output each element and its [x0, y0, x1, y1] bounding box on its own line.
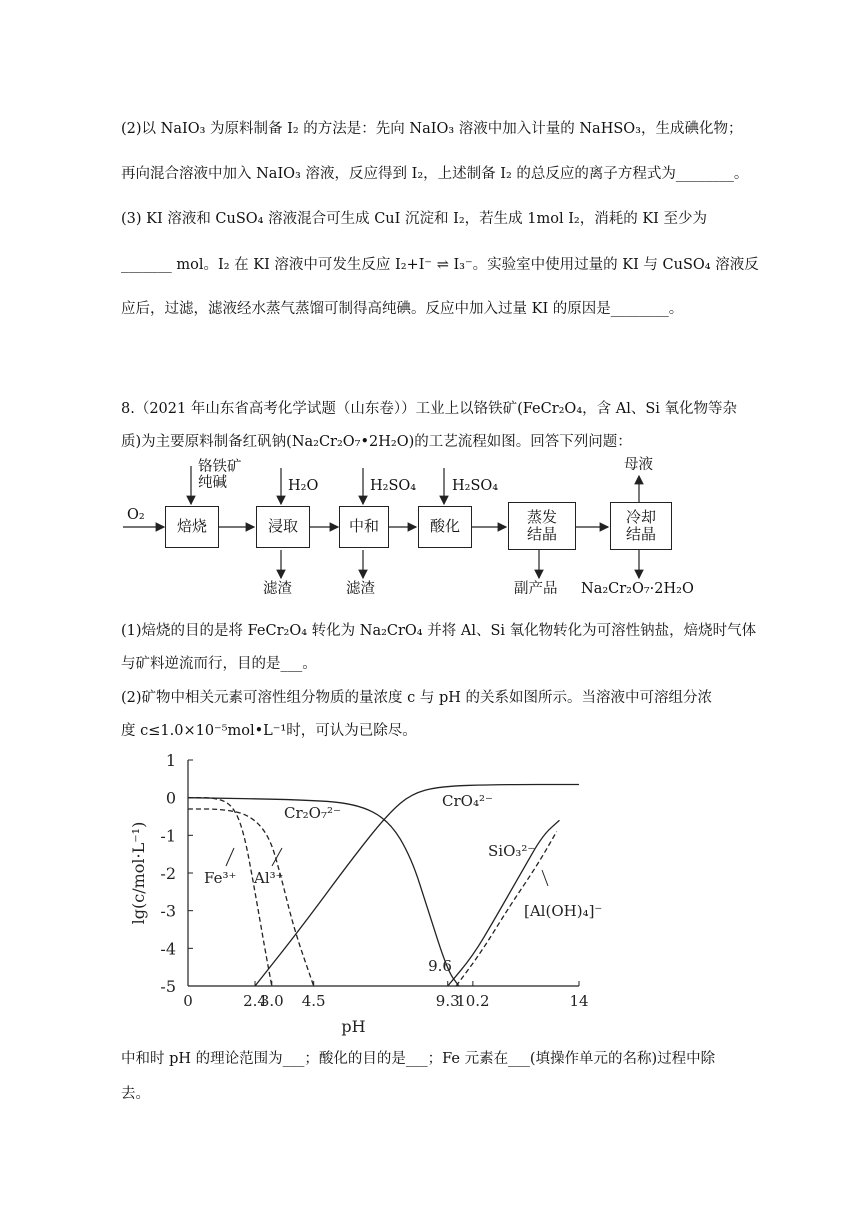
- series-line-2: [188, 798, 459, 986]
- x-tick-label: 9.3: [435, 992, 460, 1010]
- y-tick-label: -4: [160, 939, 176, 959]
- step-neutralize: 中和: [339, 506, 389, 548]
- p2-line1: (2)以 NaIO₃ 为原料制备 I₂ 的方法是：先向 NaIO₃ 溶液中加入计量的 NaHSO₃，生成碘化物；: [121, 121, 743, 137]
- p2-line2: 再向混合溶液中加入 NaIO₃ 溶液，反应得到 I₂，上述制备 I₂ 的总反应的离子方程式为________。: [121, 166, 749, 182]
- x-tick-label: 10.2: [456, 992, 490, 1010]
- x-tick-label: 3.0: [259, 992, 284, 1010]
- y-tick-label: 0: [165, 788, 176, 808]
- q8-sub2-line1: (2)矿物中相关元素可溶性组分物质的量浓度 c 与 pH 的关系如图所示。当溶液中可溶组分浓: [121, 690, 713, 706]
- process-flow-diagram: [118, 458, 738, 608]
- annotation-9-6: 9.6: [428, 956, 452, 975]
- label-pointer-0: [226, 848, 234, 866]
- input-h2so4-2: H₂SO₄: [452, 478, 499, 494]
- y-tick-label: -2: [160, 864, 176, 883]
- x-tick-label: 0: [183, 992, 193, 1010]
- output-residue-1: 滤渣: [263, 581, 292, 597]
- x-tick-label: 2.4: [243, 992, 267, 1010]
- q8-sub1-line1: (1)焙烧的目的是将 FeCr₂O₄ 转化为 Na₂CrO₄ 并将 Al、Si 氧化物转化为可溶性钠盐，焙烧时气体: [121, 623, 757, 639]
- series-label-5: [Al(OH)₄]⁻: [524, 902, 603, 920]
- series-label-1: Al³⁺: [254, 869, 284, 887]
- y-tick-label: 1: [165, 751, 176, 770]
- q8-line2: 质)为主要原料制备红矾钠(Na₂Cr₂O₇•2H₂O)的工艺流程如图。回答下列问题：: [121, 434, 632, 450]
- p3-line1: (3) KI 溶液和 CuSO₄ 溶液混合可生成 CuI 沉淀和 I₂，若生成 1mol I₂，消耗的 KI 至少为: [121, 211, 708, 227]
- x-tick-label: 4.5: [301, 992, 326, 1010]
- step-roast: 焙烧: [165, 506, 219, 548]
- series-label-0: Fe³⁺: [204, 869, 237, 887]
- p3-line3: 应后，过滤，滤液经水蒸气蒸馏可制得高纯碘。反应中加入过量 KI 的原因是________。: [121, 301, 684, 317]
- y-tick-label: -5: [160, 977, 176, 996]
- series-label-2: Cr₂O₇²⁻: [284, 804, 341, 822]
- step-evaporate: 蒸发 结晶: [508, 502, 576, 550]
- output-mother-liquor: 母液: [624, 457, 653, 473]
- output-product: Na₂Cr₂O₇·2H₂O: [581, 581, 694, 597]
- q8-end-line1: 中和时 pH 的理论范围为___；酸化的目的是___；Fe 元素在___(填操作单元的名称)过程中除: [121, 1051, 716, 1067]
- y-axis-label: lg(c/mol·L⁻¹): [129, 821, 148, 925]
- y-tick-label: -1: [160, 826, 176, 846]
- series-label-3: CrO₄²⁻: [442, 792, 493, 810]
- x-axis-label: pH: [341, 1017, 366, 1036]
- input-h2so4-1: H₂SO₄: [370, 478, 417, 494]
- q8-sub2-line2: 度 c≤1.0×10⁻⁵mol•L⁻¹时，可认为已除尽。: [121, 723, 417, 739]
- step-acidify: 酸化: [418, 506, 472, 548]
- output-residue-2: 滤渣: [346, 581, 375, 597]
- q8-line1: 8.（2021 年山东省高考化学试题（山东卷））工业上以铬铁矿(FeCr₂O₄，含 Al、Si 氧化物等杂: [121, 401, 738, 417]
- step-leach: 浸取: [256, 506, 310, 548]
- y-tick-label: -3: [160, 901, 176, 921]
- output-byproduct: 副产品: [514, 581, 558, 597]
- solubility-chart: [124, 748, 604, 1038]
- inlet-o2: O₂: [127, 507, 145, 523]
- x-tick-label: 14: [569, 992, 589, 1010]
- q8-end-line2: 去。: [121, 1086, 150, 1102]
- series-label-4: SiO₃²⁻: [488, 842, 536, 860]
- input-ore-soda: 铬铁矿 纯碱: [198, 459, 242, 491]
- input-water: H₂O: [288, 478, 319, 494]
- series-line-1: [188, 809, 314, 986]
- p3-line2: _______ mol。I₂ 在 KI 溶液中可发生反应 I₂+I⁻ ⇌ I₃⁻。实验室中使用过量的 KI 与 CuSO₄ 溶液反: [121, 257, 759, 273]
- step-cool: 冷却 结晶: [610, 502, 672, 550]
- label-pointer-2: [542, 870, 548, 886]
- q8-sub1-line2: 与矿料逆流而行，目的是___。: [121, 656, 317, 672]
